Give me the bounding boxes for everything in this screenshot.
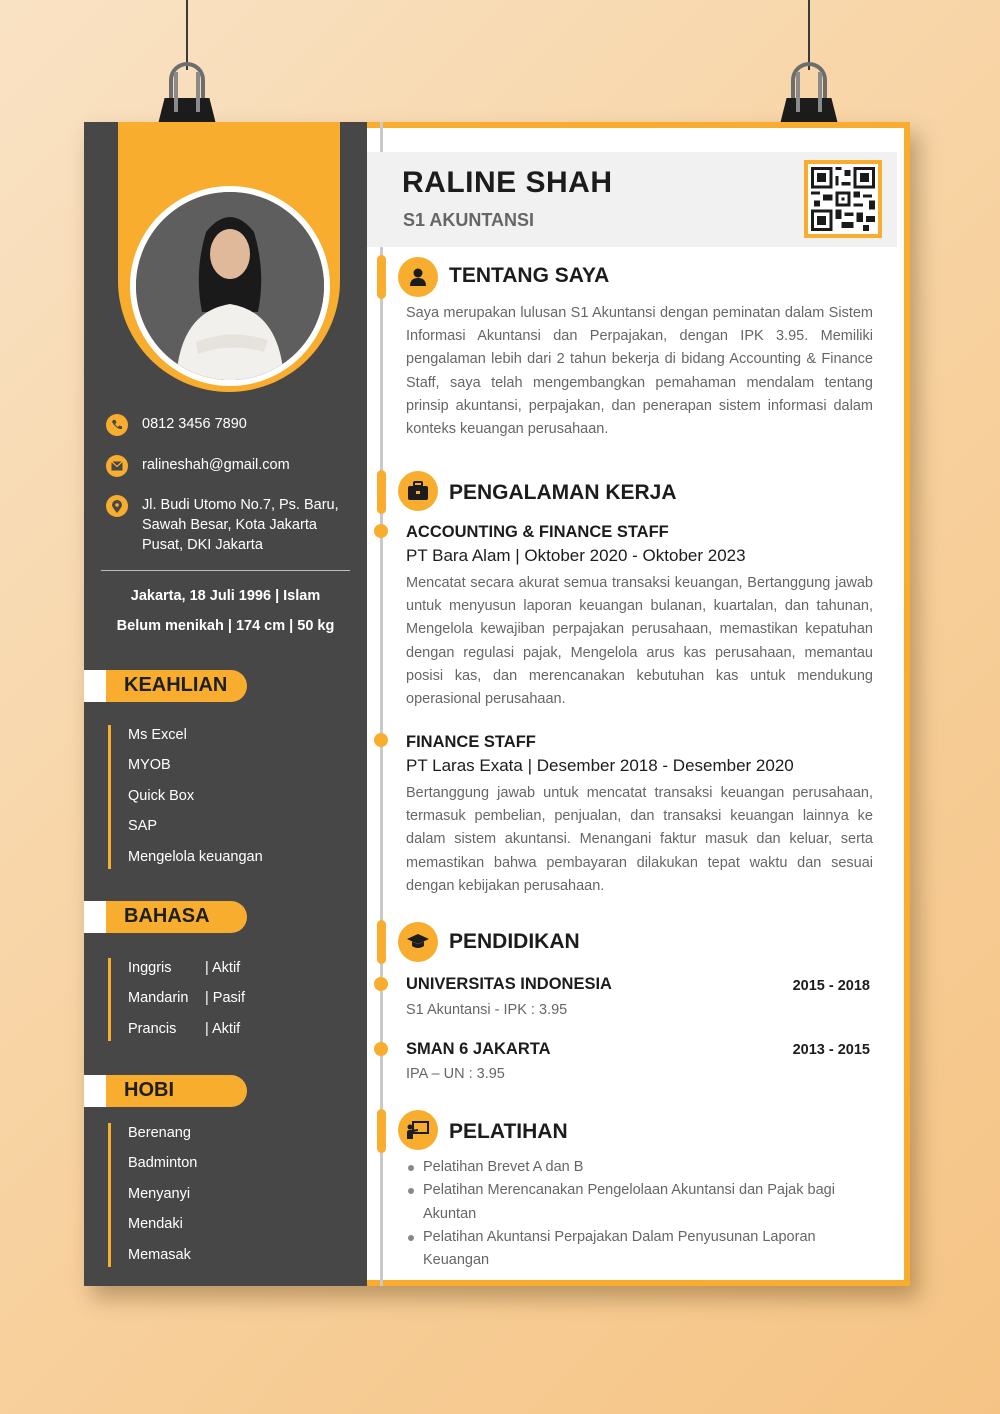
list-item: Mengelola keuangan	[128, 848, 263, 865]
list-item: SAP	[128, 818, 158, 835]
page-title: RALINE SHAH	[402, 166, 613, 199]
job-description: Bertanggung jawab untuk mencatat transaksi keuangan perusahaan, termasuk pembelian, penjualan, dan transaksi keuangan lainnya ke dalam sistem akuntansi. Menangani faktur masuk dan keluar, serta memastikan bahwa pembayaran dilakukan tepat waktu dan sesuai dengan kebijakan perusahaan.	[406, 785, 873, 894]
phone-icon	[106, 414, 128, 436]
contact-email: ralineshah@gmail.com	[106, 455, 290, 477]
section-marker	[377, 920, 386, 964]
profile-photo	[130, 186, 330, 386]
school-detail: S1 Akuntansi - IPK : 3.95	[406, 1002, 568, 1018]
school-years: 2013 - 2015	[792, 1042, 870, 1058]
about-heading: TENTANG SAYA	[449, 264, 610, 287]
graduation-cap-icon	[398, 922, 438, 962]
contact-phone: 0812 3456 7890	[106, 414, 247, 436]
job-role: S1 AKUNTANSI	[403, 210, 535, 230]
timeline-dot	[374, 1042, 388, 1056]
hanging-string-left	[186, 0, 188, 70]
hobbies-heading: HOBI	[84, 1075, 247, 1107]
personal-line-2: Belum menikah | 174 cm | 50 kg	[116, 618, 335, 634]
list-item: Inggris | Aktif	[128, 960, 241, 976]
list-item: Badminton	[128, 1155, 198, 1172]
skills-heading: KEAHLIAN	[84, 670, 247, 702]
contact-address	[106, 495, 339, 555]
list-item: Ms Excel	[128, 727, 187, 743]
envelope-icon	[106, 455, 128, 477]
list-item: Pelatihan Merencanakan Pengelolaan Akuntansi dan Pajak bagi Akuntan	[406, 1179, 876, 1226]
about-text: Saya merupakan lulusan S1 Akuntansi dengan peminatan dalam Sistem Informasi Akuntansi dan Perpajakan, dengan IPK 3.95. Memiliki pengalaman lebih dari 2 tahun bekerja di bidang Accounting & Finance Staff, saya telah mengembangkan pemahaman mendalam tentang prinsip akuntansi, perpajakan, dan penerapan sistem informasi dalam konteks keuangan perusahaan.	[406, 305, 873, 438]
school-name: SMAN 6 JAKARTA	[406, 1040, 551, 1058]
section-marker	[377, 1109, 386, 1153]
experience-heading: PENGALAMAN KERJA	[449, 481, 677, 504]
personal-line-1: Jakarta, 18 Juli 1996 | Islam	[130, 588, 321, 604]
job-company: PT Laras Exata | Desember 2018 - Desember 2020	[406, 756, 794, 775]
hobbies-list	[108, 1123, 197, 1267]
sidebar	[84, 122, 367, 1286]
hanging-string-right	[808, 0, 810, 70]
languages-heading: BAHASA	[84, 901, 247, 933]
section-marker	[377, 255, 386, 299]
person-portrait-icon	[136, 192, 324, 380]
presentation-board-icon	[398, 1110, 438, 1150]
sidebar-divider	[101, 570, 350, 571]
school-name: UNIVERSITAS INDONESIA	[406, 975, 612, 993]
list-item: Menyanyi	[128, 1185, 191, 1202]
section-marker	[377, 470, 386, 514]
list-item: Mandarin | Pasif	[128, 990, 246, 1007]
timeline-dot	[374, 977, 388, 991]
training-heading: PELATIHAN	[449, 1120, 568, 1143]
school-years: 2015 - 2018	[792, 978, 870, 994]
list-item: Mendaki	[128, 1216, 183, 1233]
list-item: MYOB	[128, 757, 171, 774]
training-list	[406, 1156, 876, 1272]
list-item: Memasak	[128, 1246, 191, 1263]
education-heading: PENDIDIKAN	[449, 930, 580, 953]
list-item: Quick Box	[128, 787, 195, 804]
address-text: Jl. Budi Utomo No.7, Ps. Baru, Sawah Besar, Kota Jakarta Pusat, DKI Jakarta	[142, 497, 339, 553]
qr-code-icon	[804, 160, 882, 238]
languages-list	[108, 958, 245, 1041]
person-icon	[398, 257, 438, 297]
timeline-dot	[374, 733, 388, 747]
list-item: Pelatihan Akuntansi Perpajakan Dalam Penyusunan Laporan Keuangan	[406, 1226, 876, 1273]
job-title: FINANCE STAFF	[406, 733, 536, 751]
map-pin-icon	[106, 495, 128, 517]
list-item: Prancis | Aktif	[128, 1020, 241, 1037]
job-company: PT Bara Alam | Oktober 2020 - Oktober 2023	[406, 546, 746, 565]
list-item: Pelatihan Brevet A dan B	[406, 1156, 876, 1179]
skills-list	[108, 725, 263, 869]
list-item: Berenang	[128, 1125, 191, 1141]
job-title: ACCOUNTING & FINANCE STAFF	[406, 523, 669, 541]
timeline-dot	[374, 524, 388, 538]
school-detail: IPA – UN : 3.95	[406, 1066, 505, 1082]
briefcase-icon	[398, 471, 438, 511]
job-description: Mencatat secara akurat semua transaksi keuangan, Bertanggung jawab untuk menyusun laporan keuangan bulanan, kuartalan, dan tahunan, Mengelola kewajiban perpajakan perusahaan, memastikan kepatuhan dengan regulasi pajak, Mengelola arus kas perusahaan, memantau posisi kas, dan merencanakan kebutuhan kas untuk mendukung operasional perusahaan.	[406, 575, 873, 708]
